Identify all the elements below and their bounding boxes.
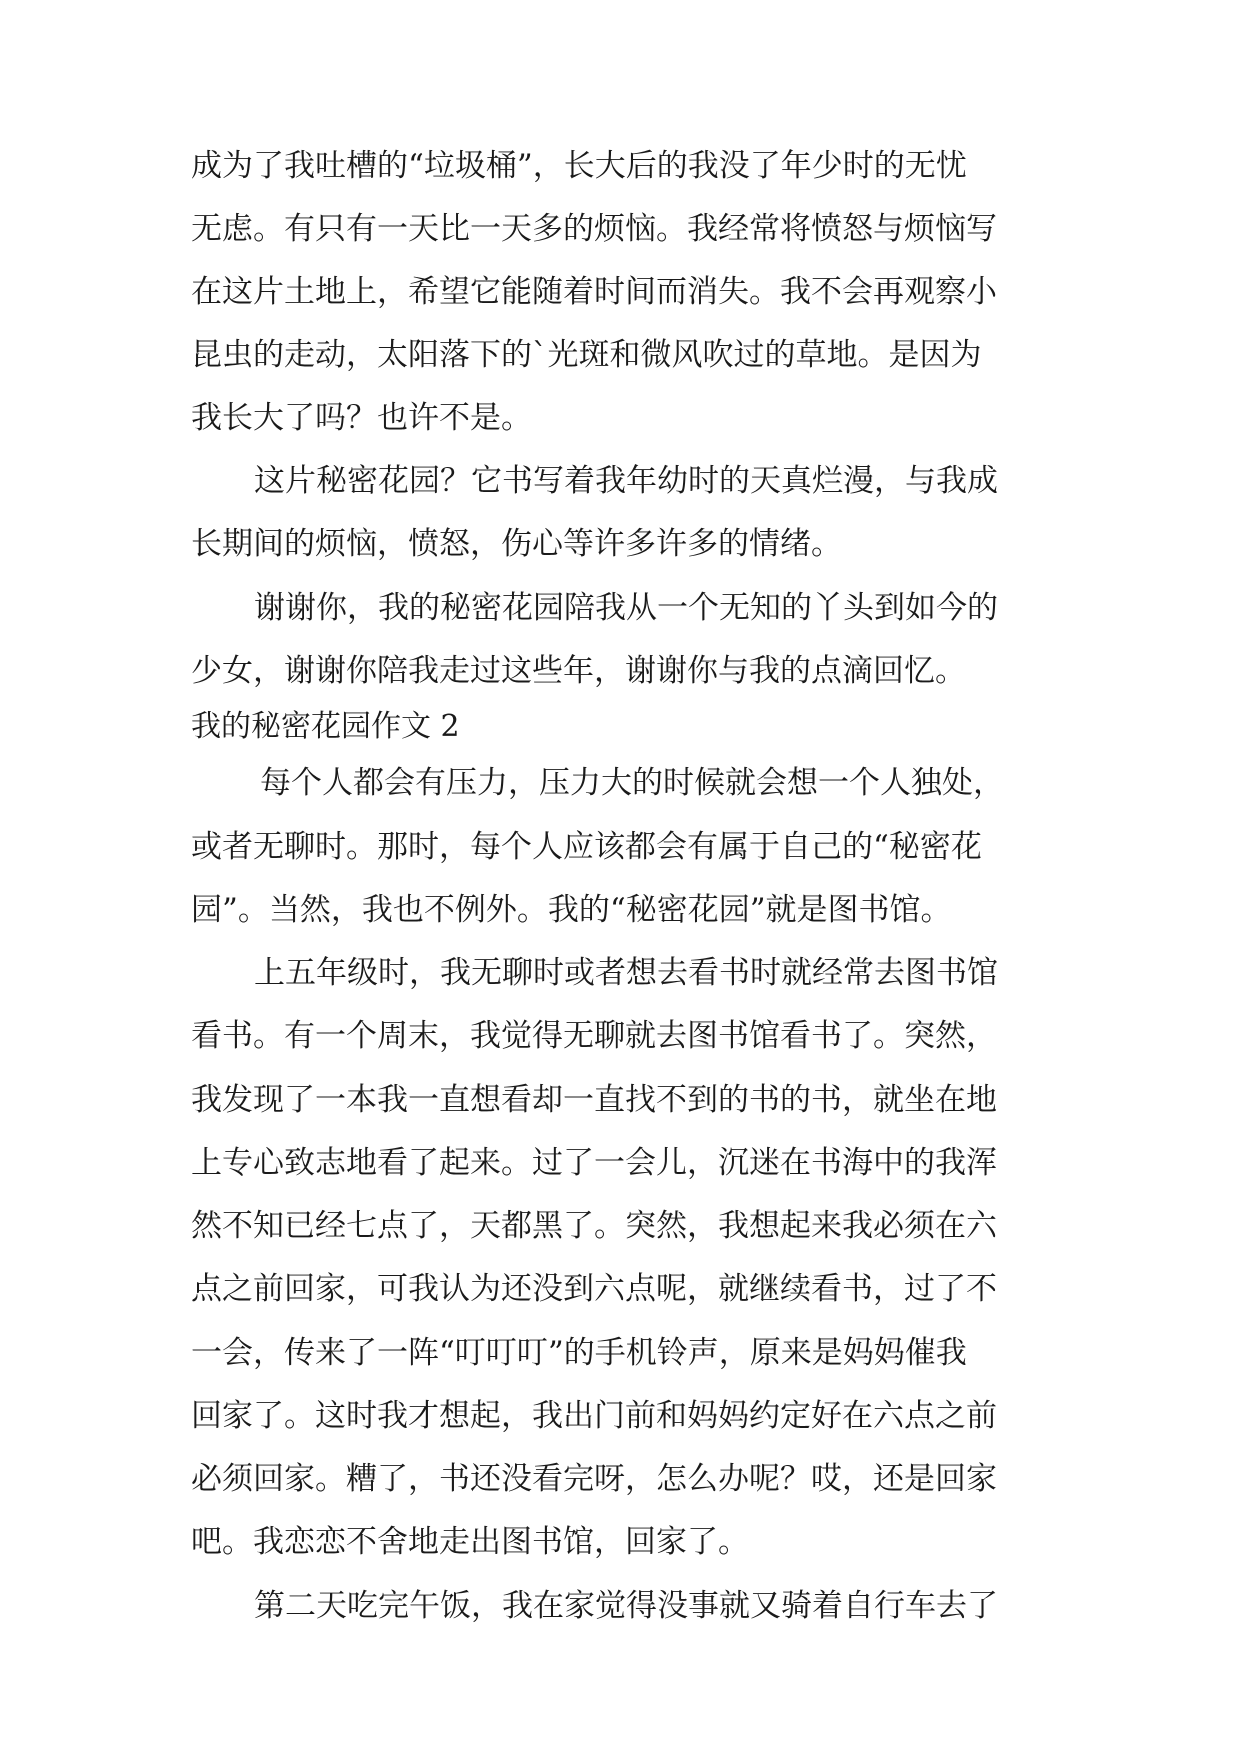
text-line: 上五年级时，我无聊时或者想去看书时就经常去图书馆 (254, 955, 998, 991)
section-heading: 我的秘密花园作文 2 (191, 709, 460, 744)
text-line: 我发现了一本我一直想看却一直找不到的书的书，就坐在地 (191, 1082, 997, 1118)
text-line: 在这片土地上，希望它能随着时间而消失。我不会再观察小 (191, 274, 997, 310)
text-line: 每个人都会有压力，压力大的时候就会想一个人独处， (260, 765, 1004, 801)
text-line: 长期间的烦恼，愤怒，伤心等许多许多的情绪。 (191, 526, 842, 562)
text-line: 上专心致志地看了起来。过了一会儿，沉迷在书海中的我浑 (191, 1145, 997, 1181)
text-line: 或者无聊时。那时，每个人应该都会有属于自己的“秘密花 (191, 829, 982, 865)
text-line: 看书。有一个周末，我觉得无聊就去图书馆看书了。突然， (191, 1018, 997, 1054)
text-line: 这片秘密花园？它书写着我年幼时的天真烂漫，与我成 (254, 463, 998, 499)
text-line: 昆虫的走动，太阳落下的`光斑和微风吹过的草地。是因为 (191, 337, 982, 373)
text-line: 回家了。这时我才想起，我出门前和妈妈约定好在六点之前 (191, 1398, 997, 1434)
text-line: 谢谢你，我的秘密花园陪我从一个无知的丫头到如今的 (254, 590, 998, 626)
text-line: 无虑。有只有一天比一天多的烦恼。我经常将愤怒与烦恼写 (191, 211, 997, 247)
text-line: 一会，传来了一阵“叮叮叮”的手机铃声，原来是妈妈催我 (191, 1335, 967, 1371)
text-line: 园”。当然，我也不例外。我的“秘密花园”就是图书馆。 (191, 892, 952, 928)
text-line: 点之前回家，可我认为还没到六点呢，就继续看书，过了不 (191, 1271, 997, 1307)
text-line: 吧。我恋恋不舍地走出图书馆，回家了。 (191, 1524, 749, 1560)
text-line: 第二天吃完午饭，我在家觉得没事就又骑着自行车去了 (254, 1588, 998, 1624)
text-line: 必须回家。糟了，书还没看完呀，怎么办呢？哎，还是回家 (191, 1461, 997, 1497)
text-line: 我长大了吗？也许不是。 (191, 400, 532, 436)
text-line: 然不知已经七点了，天都黑了。突然，我想起来我必须在六 (191, 1208, 997, 1244)
text-line: 少女，谢谢你陪我走过这些年，谢谢你与我的点滴回忆。 (191, 653, 966, 689)
text-line: 成为了我吐槽的“垃圾桶”，长大后的我没了年少时的无忧 (191, 148, 967, 184)
